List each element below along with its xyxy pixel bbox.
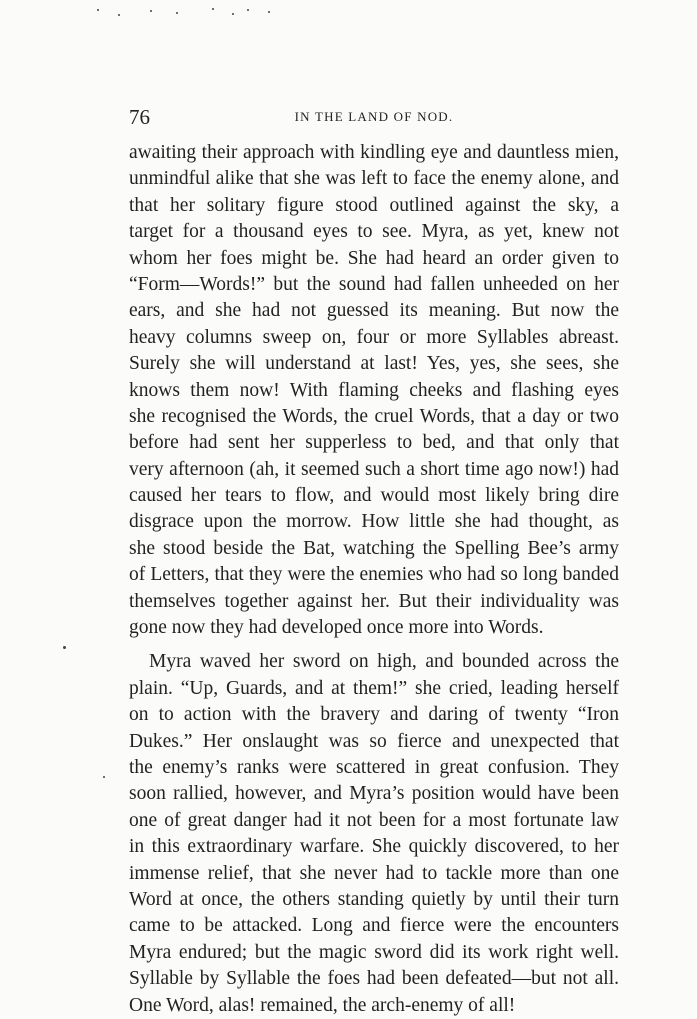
text-line: Myra waved her sword on high, and bounded across the bbox=[149, 651, 619, 673]
scan-speck bbox=[63, 646, 66, 649]
text-line: she recognised the Words, the cruel Words, that a day or two bbox=[129, 405, 619, 427]
text-line: One Word, alas! remained, the arch-enemy of all! bbox=[129, 994, 516, 1016]
text-line: very afternoon (ah, it seemed such a short time ago now!) had bbox=[129, 458, 619, 480]
text-line: the enemy’s ranks were scattered in great confusion. They bbox=[129, 756, 619, 778]
text-line: before had sent her supperless to bed, and that only that bbox=[129, 432, 619, 454]
scan-speck bbox=[212, 8, 214, 10]
body-text bbox=[129, 140, 619, 1019]
scan-speck bbox=[150, 10, 152, 12]
text-line: themselves together against her. But their individuality was bbox=[129, 590, 619, 612]
text-line: whom her foes might be. She had heard an order given to bbox=[129, 247, 619, 269]
text-line: caused her tears to flow, and would most likely bring dire bbox=[129, 485, 619, 507]
scan-speck bbox=[118, 14, 120, 16]
scan-speck bbox=[247, 9, 249, 11]
text-line: one of great danger had it not been for a most fortunate law bbox=[129, 809, 619, 831]
text-line: soon rallied, however, and Myra’s position would have been bbox=[129, 783, 619, 805]
text-line: Word at once, the others standing quietly by until their turn bbox=[129, 888, 619, 910]
text-line: in this extraordinary warfare. She quickly discovered, to her bbox=[129, 836, 619, 858]
text-line: “Form—Words!” but the sound had fallen unheeded on her bbox=[129, 273, 619, 295]
page-number: 76 bbox=[129, 105, 150, 129]
text-line: that her solitary figure stood outlined against the sky, a bbox=[129, 194, 619, 216]
text-line: Syllable by Syllable the foes had been defeated—but not all. bbox=[129, 968, 619, 990]
text-line: immense relief, that she never had to tackle more than one bbox=[129, 862, 619, 884]
text-line: Myra endured; but the magic sword did its work right well. bbox=[129, 941, 619, 963]
scan-speck bbox=[268, 11, 270, 13]
paragraph bbox=[129, 649, 619, 1018]
text-line: plain. “Up, Guards, and at them!” she cried, leading herself bbox=[129, 677, 619, 699]
scan-speck bbox=[232, 13, 234, 15]
text-line: knows them now! With flaming cheeks and flashing eyes bbox=[129, 379, 619, 401]
text-line: disgrace upon the morrow. How little she had thought, as bbox=[129, 511, 619, 533]
text-line: ears, and she had not guessed its meaning. But now the bbox=[129, 300, 619, 322]
text-line: on to action with the bravery and daring of twenty “Iron bbox=[129, 704, 619, 726]
text-line: gone now they had developed once more into Words. bbox=[129, 617, 544, 639]
page-header bbox=[129, 104, 619, 130]
running-title: IN THE LAND OF NOD. bbox=[294, 109, 454, 124]
text-line: Dukes.” Her onslaught was so fierce and unexpected that bbox=[129, 730, 619, 752]
text-line: came to be attacked. Long and fierce were the encounters bbox=[129, 915, 619, 937]
scan-speck bbox=[97, 9, 99, 11]
text-line: of Letters, that they were the enemies who had so long banded bbox=[129, 564, 619, 586]
text-line: unmindful alike that she was left to face the enemy alone, and bbox=[129, 168, 619, 190]
scan-speck bbox=[103, 776, 105, 778]
text-line: awaiting their approach with kindling eye and dauntless mien, bbox=[129, 142, 619, 163]
text-line: she stood beside the Bat, watching the Spelling Bee’s army bbox=[129, 537, 619, 559]
scan-speck bbox=[176, 12, 178, 14]
text-line: target for a thousand eyes to see. Myra, as yet, knew not bbox=[129, 221, 619, 243]
paragraph bbox=[129, 140, 619, 641]
text-line: Surely she will understand at last! Yes, yes, she sees, she bbox=[129, 353, 619, 375]
text-line: heavy columns sweep on, four or more Syllables abreast. bbox=[129, 326, 619, 348]
